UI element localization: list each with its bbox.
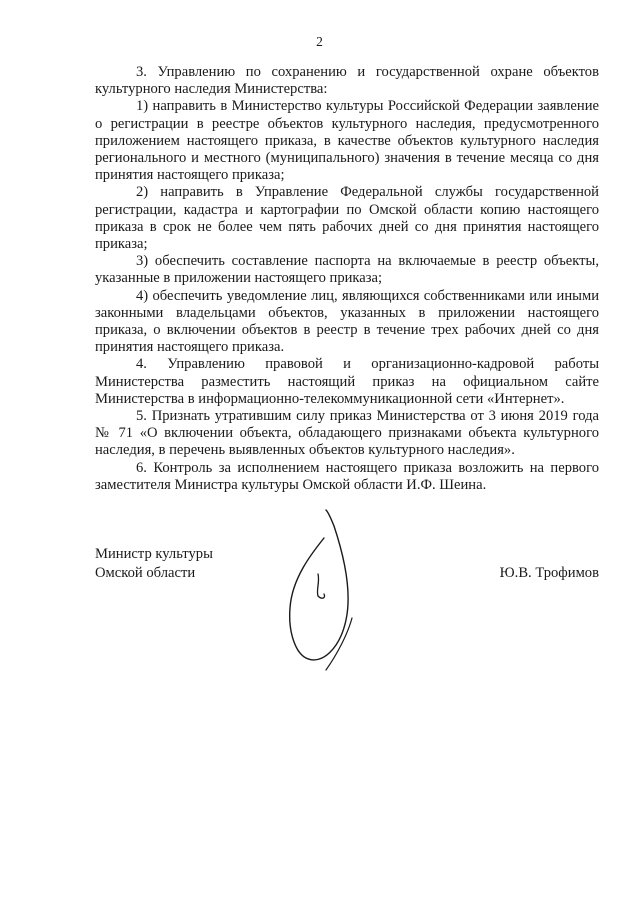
signer-name: Ю.В. Трофимов [499,565,599,581]
signer-position [95,545,213,582]
paragraph-item-5: 5. Признать утратившим силу приказ Министерства от 3 июня 2019 года № 71 «О включении объекта, обладающего признаками объекта культурного наследия, в перечень выявленных объектов культурного наследия». [95,408,599,459]
page-number: 2 [316,34,323,49]
paragraph-item-3: 3. Управлению по сохранению и государственной охране объектов культурного наследия Министерства: [95,64,599,98]
paragraph-subitem-4: 4) обеспечить уведомление лиц, являющихся собственниками или иными законными владельцами объектов, указанных в приложении настоящего приказа, о включении объектов в реестр в течение трех рабочих дней со дня принятия настоящего приказа. [95,287,599,356]
paragraph-subitem-3: 3) обеспечить составление паспорта на включаемые в реестр объекты, указанные в приложении настоящего приказа; [95,253,599,287]
paragraph-item-4: 4. Управлению правовой и организационно-кадровой работы Министерства разместить настоящий приказ на официальном сайте Министерства в информационно-телекоммуникационной сети «Интернет». [95,356,599,407]
signer-position-line-1: Министр культуры [95,546,213,562]
handwritten-signature [282,508,372,678]
paragraph-subitem-1: 1) направить в Министерство культуры Российской Федерации заявление о регистрации в реестре объектов культурного наследия, предусмотренного приложением настоящего приказа, в качестве объектов культурного наследия регионального и местного (муниципального) значения в течение месяца со дня принятия настоящего приказа; [95,98,599,184]
signer-position-line-2: Омской области [95,564,196,581]
paragraph-subitem-2: 2) направить в Управление Федеральной службы государственной регистрации, кадастра и картографии по Омской области копию настоящего приказа в срок не более чем пять рабочих дней со дня принятия настоящего приказа; [95,184,599,253]
order-body [95,64,599,494]
paragraph-item-6: 6. Контроль за исполнением настоящего приказа возложить на первого заместителя Министра культуры Омской области И.Ф. Шеина. [95,459,599,493]
